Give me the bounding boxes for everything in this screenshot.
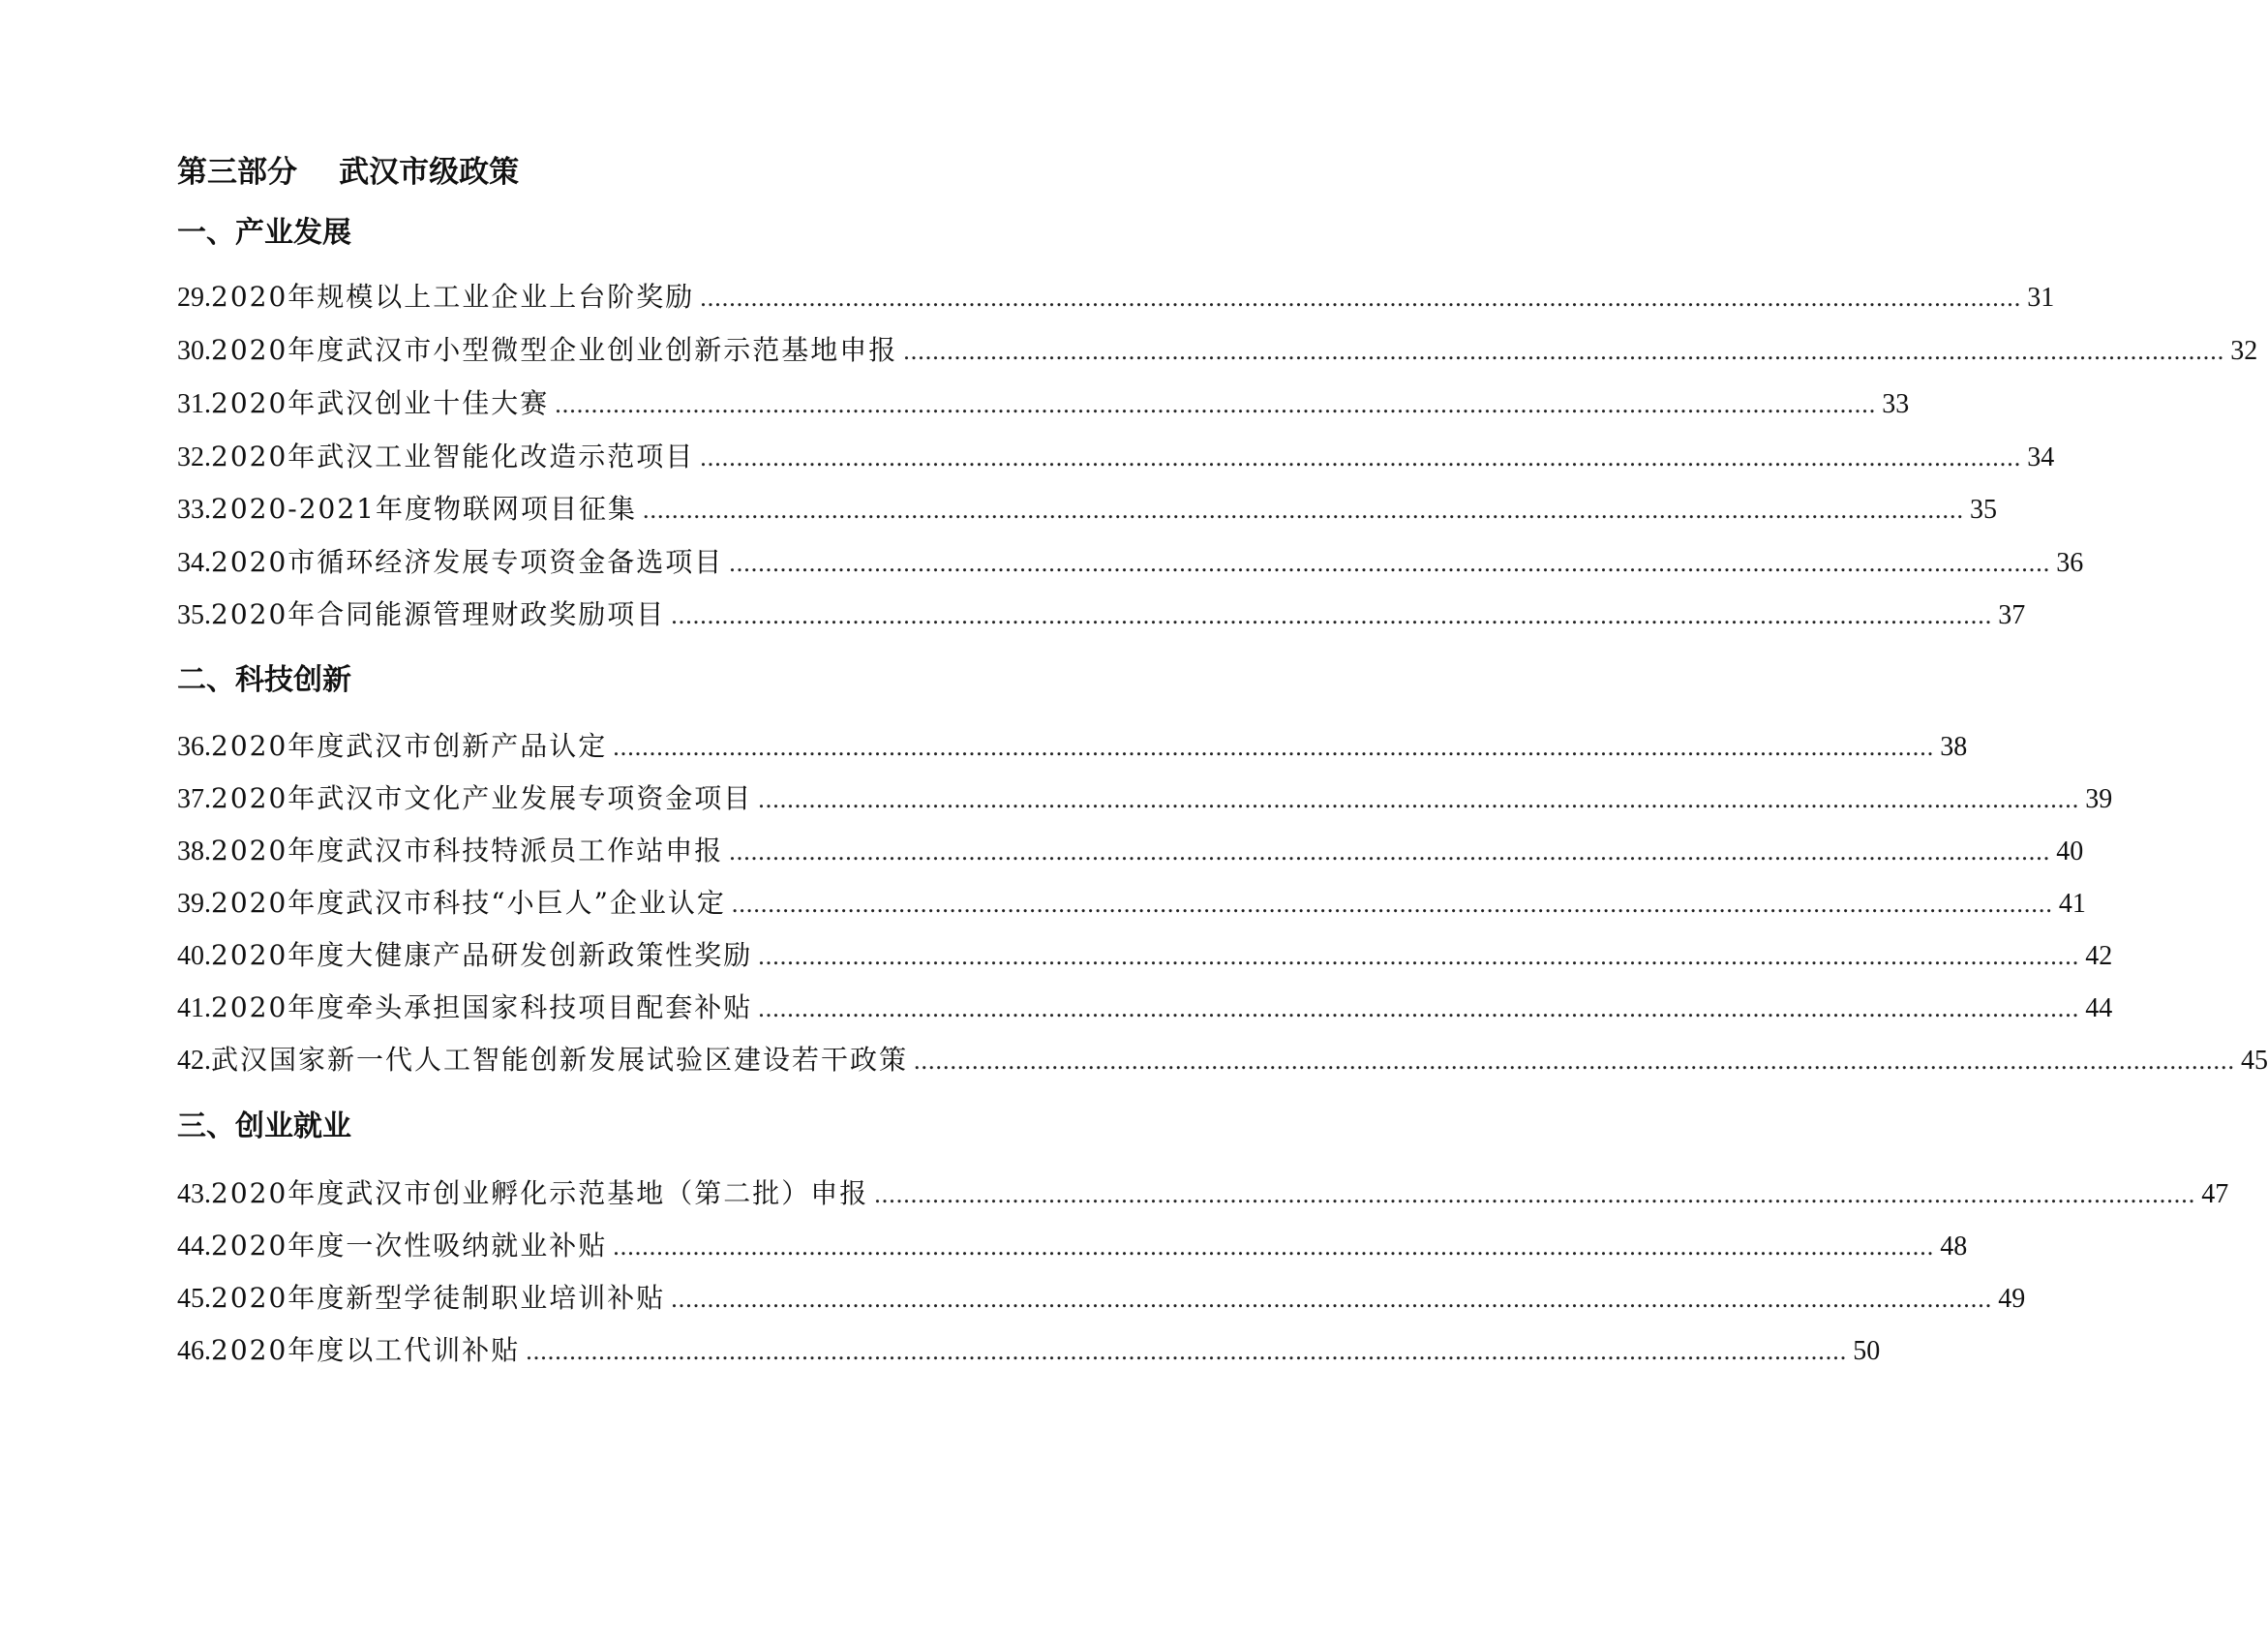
toc-entry[interactable] [177, 936, 2113, 975]
toc-entry-number: 31. [177, 389, 211, 419]
toc-entry-page: 35 [1969, 495, 1997, 525]
toc-entry-page: 32 [2230, 336, 2258, 366]
toc-entry[interactable] [177, 727, 1968, 766]
toc-entry-title: 2020年度大健康产品研发创新政策性奖励 [211, 939, 753, 971]
toc-entry-number: 38. [177, 836, 211, 867]
part-title: 第三部分 武汉市级政策 [177, 155, 520, 190]
toc-entry[interactable] [177, 884, 2086, 923]
toc-entry[interactable] [177, 278, 2055, 317]
toc-entry[interactable] [177, 1331, 1881, 1370]
toc-entry-page: 42 [2085, 941, 2113, 971]
toc-dot-leader [914, 1042, 2235, 1080]
toc-entry-title: 武汉国家新一代人工智能创新发展试验区建设若干政策 [211, 1044, 909, 1076]
toc-entry-page: 34 [2027, 442, 2055, 472]
toc-entry[interactable] [177, 331, 2258, 370]
toc-dot-leader [671, 596, 1992, 635]
toc-entry[interactable] [177, 1279, 2026, 1318]
toc-entry[interactable] [177, 490, 1997, 529]
toc-entry-number: 39. [177, 889, 211, 919]
toc-dot-leader [671, 1280, 1992, 1319]
toc-entry-number: 29. [177, 283, 211, 313]
toc-entry-title: 2020-2021年度物联网项目征集 [211, 493, 637, 525]
toc-entry-title: 2020年度新型学徒制职业培训补贴 [211, 1282, 666, 1314]
toc-entry-title: 2020年度以工代训补贴 [211, 1334, 521, 1366]
toc-entry-page: 40 [2056, 836, 2084, 867]
toc-dot-leader [732, 885, 2053, 924]
toc-entry[interactable] [177, 1041, 2268, 1079]
toc-entry-page: 45 [2241, 1046, 2268, 1076]
toc-entry[interactable] [177, 384, 1910, 423]
toc-dot-leader [700, 279, 2021, 318]
toc-entry-number: 35. [177, 600, 211, 630]
toc-entry-number: 46. [177, 1336, 211, 1366]
toc-entry-title: 2020年度牵头承担国家科技项目配套补贴 [211, 991, 753, 1023]
toc-entry-page: 41 [2058, 889, 2086, 919]
toc-entry-title: 2020市循环经济发展专项资金备选项目 [211, 546, 724, 578]
toc-entry[interactable] [177, 988, 2113, 1027]
toc-entry[interactable] [177, 595, 2026, 634]
toc-entry-page: 44 [2085, 993, 2113, 1023]
toc-dot-leader [555, 385, 1876, 424]
toc-dot-leader [758, 989, 2079, 1028]
toc-entry-title: 2020年度武汉市科技特派员工作站申报 [211, 835, 724, 867]
toc-entry-page: 48 [1940, 1232, 1968, 1262]
toc-entry-title: 2020年武汉工业智能化改造示范项目 [211, 441, 695, 472]
toc-entry-title: 2020年度武汉市科技“小巨人”企业认定 [211, 887, 726, 919]
toc-entry-title: 2020年规模以上工业企业上台阶奖励 [211, 281, 695, 313]
toc-entry-number: 30. [177, 336, 211, 366]
toc-entry-number: 45. [177, 1284, 211, 1314]
toc-entry-number: 37. [177, 784, 211, 814]
toc-entry-number: 44. [177, 1232, 211, 1262]
toc-entry-title: 2020年度武汉市小型微型企业创业创新示范基地申报 [211, 334, 898, 366]
toc-dot-leader [613, 728, 1934, 767]
toc-entry[interactable] [177, 543, 2084, 582]
toc-entry-page: 31 [2027, 283, 2055, 313]
toc-entry-title: 2020年度一次性吸纳就业补贴 [211, 1230, 608, 1262]
toc-dot-leader [729, 833, 2050, 871]
toc-entry-page: 49 [1998, 1284, 2026, 1314]
toc-dot-leader [729, 544, 2050, 583]
toc-dot-leader [643, 491, 1964, 530]
toc-dot-leader [758, 937, 2079, 976]
toc-entry-number: 32. [177, 442, 211, 472]
toc-entry-title: 2020年武汉创业十佳大赛 [211, 387, 550, 419]
toc-entry[interactable] [177, 438, 2055, 476]
toc-entry-number: 42. [177, 1046, 211, 1076]
toc-dot-leader [526, 1332, 1847, 1371]
toc-entry-title: 2020年度武汉市创新产品认定 [211, 730, 608, 762]
toc-entry[interactable] [177, 1174, 2229, 1213]
toc-entry-title: 2020年度武汉市创业孵化示范基地（第二批）申报 [211, 1177, 869, 1209]
toc-entry[interactable] [177, 832, 2084, 870]
toc-dot-leader [874, 1175, 2195, 1214]
toc-entry-number: 33. [177, 495, 211, 525]
toc-dot-leader [758, 780, 2079, 819]
toc-entry-page: 47 [2201, 1179, 2229, 1209]
toc-dot-leader [613, 1228, 1934, 1266]
toc-dot-leader [903, 332, 2224, 371]
toc-entry-number: 41. [177, 993, 211, 1023]
toc-entry-page: 38 [1940, 732, 1968, 762]
toc-entry-page: 39 [2085, 784, 2113, 814]
toc-entry-page: 37 [1998, 600, 2026, 630]
toc-entry-number: 43. [177, 1179, 211, 1209]
toc-entry-page: 36 [2056, 548, 2084, 578]
section-heading-tech: 二、科技创新 [177, 663, 351, 697]
toc-entry-number: 34. [177, 548, 211, 578]
toc-dot-leader [700, 439, 2021, 477]
toc-entry[interactable] [177, 1227, 1968, 1265]
toc-entry-title: 2020年合同能源管理财政奖励项目 [211, 598, 666, 630]
toc-entry-number: 40. [177, 941, 211, 971]
section-heading-industry: 一、产业发展 [177, 216, 351, 250]
toc-entry-page: 50 [1853, 1336, 1881, 1366]
section-heading-employment: 三、创业就业 [177, 1110, 351, 1143]
toc-entry-number: 36. [177, 732, 211, 762]
toc-entry-page: 33 [1882, 389, 1910, 419]
toc-entry[interactable] [177, 779, 2113, 818]
toc-entry-title: 2020年武汉市文化产业发展专项资金项目 [211, 782, 753, 814]
